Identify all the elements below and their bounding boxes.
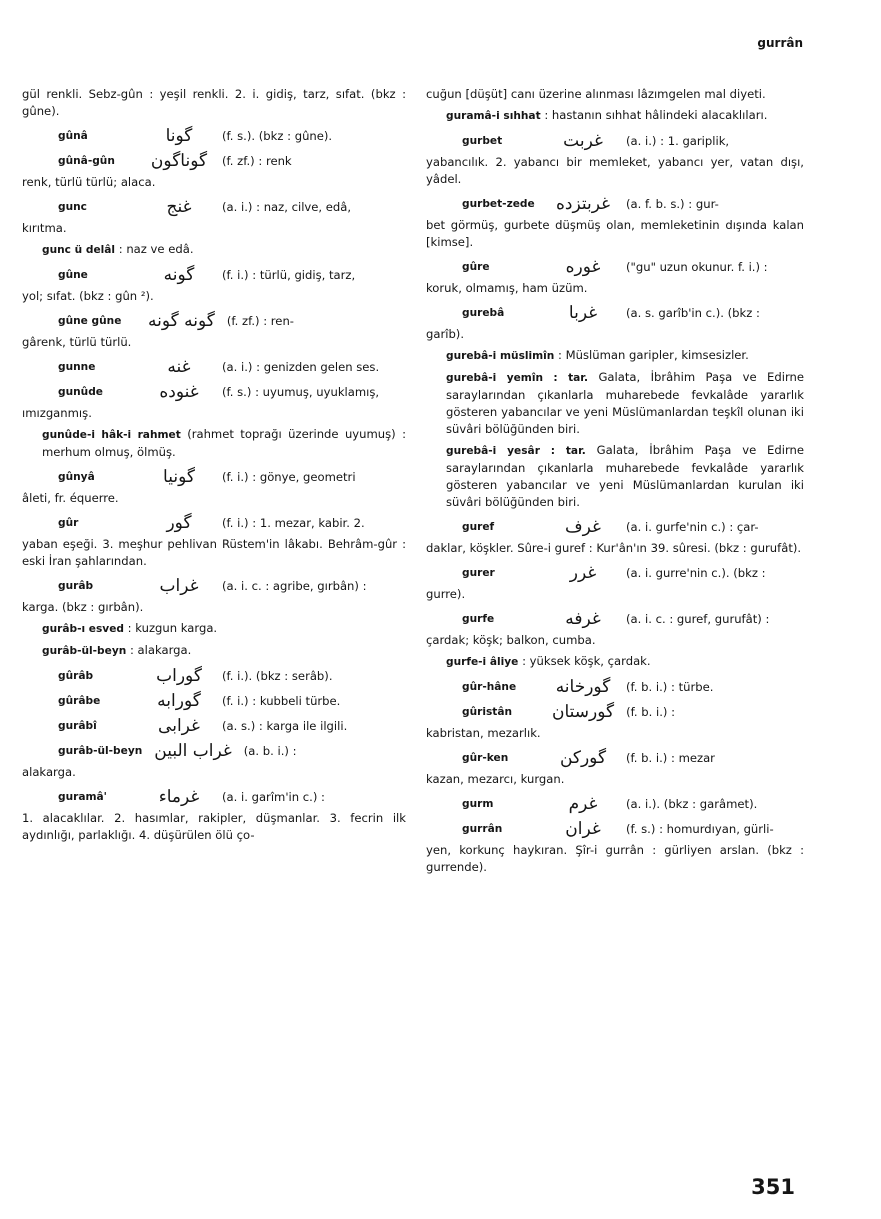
entry-headword: gurrân xyxy=(462,823,503,835)
entry-definition-continued: yol; sıfat. (bkz : gûn ²). xyxy=(22,289,154,303)
entry-arabic-script: گونیا xyxy=(163,467,195,487)
entry-arabic-script: غرفه xyxy=(565,609,601,629)
subentry-headword: gunc ü delâl xyxy=(42,244,116,256)
entry-arabic-script: غوره xyxy=(565,257,601,277)
entry-definition: (a. b. i.) : xyxy=(243,744,297,758)
entry-arabic-script: گونه گونه xyxy=(148,311,215,331)
entry-arabic-script: غرر xyxy=(569,563,597,583)
entry-arabic-script: غربتزده xyxy=(556,194,610,214)
subentry-headword: guramâ-i sıhhat xyxy=(446,110,541,122)
entry-arabic-script: غرف xyxy=(565,517,601,537)
subentry xyxy=(426,107,804,125)
entry-definition: (f. s.) : uyumuş, uyuklamış, xyxy=(222,385,380,399)
entry-arabic-script: غرماء xyxy=(158,787,200,807)
dictionary-entry xyxy=(22,128,406,145)
subentry-headword: gurâb-ül-beyn xyxy=(42,645,127,657)
dictionary-entry xyxy=(426,704,804,742)
subentry xyxy=(22,241,406,259)
entry-arabic-script: گور xyxy=(166,513,192,533)
dictionary-entry xyxy=(426,821,804,876)
entry-definition: (a. i. gurre'nin c.). (bkz : xyxy=(626,566,766,580)
entry-arabic-script: گونه xyxy=(163,265,195,285)
entry-definition-continued: koruk, olmamış, ham üzüm. xyxy=(426,281,588,295)
entry-headword: gurâb-ül-beyn xyxy=(58,745,143,757)
dictionary-entry xyxy=(426,259,804,297)
subentry xyxy=(22,426,406,461)
entry-definition: (f. zf.) : ren- xyxy=(226,314,294,328)
entry-headword: gurbet-zede xyxy=(462,198,535,210)
dictionary-entry xyxy=(22,693,406,710)
dictionary-entry xyxy=(426,196,804,251)
entry-definition: ("gu" uzun okunur. f. i.) : xyxy=(626,260,768,274)
entry-arabic-script: گورابه xyxy=(157,691,201,711)
entry-definition: (a. i.). (bkz : garâmet). xyxy=(626,797,758,811)
page-number: 351 xyxy=(751,1175,795,1199)
entry-definition-continued: renk, türlü türlü; alaca. xyxy=(22,175,156,189)
entry-headword: gûrâb xyxy=(58,670,94,682)
left-column xyxy=(22,86,406,852)
subentry-definition: : hastanın sıhhat hâlindeki alacaklıları. xyxy=(544,108,768,122)
dictionary-entry xyxy=(22,668,406,685)
entry-definition-continued: ımızganmış. xyxy=(22,406,92,420)
dictionary-entry xyxy=(426,611,804,649)
entry-headword: gûr-ken xyxy=(462,752,509,764)
dictionary-entry xyxy=(22,267,406,305)
entry-definition-continued: 1. alacaklılar. 2. hasımlar, rakipler, düşmanlar. 3. fecrin ilk aydınlığı, parlaklığı. 4. düşürülen ölü ço- xyxy=(22,811,406,842)
subentry-definition: : alakarga. xyxy=(129,643,192,657)
entry-arabic-script: گونا xyxy=(165,126,193,146)
subentry-headword: gurfe-i âliye xyxy=(446,656,519,668)
entry-definition: (a. i. garîm'in c.) : xyxy=(222,790,325,804)
entry-definition-continued: yen, korkunç haykıran. Şîr-i gurrân : gürliyen arslan. (bkz : gurrende). xyxy=(426,843,804,874)
entry-headword: gûre xyxy=(462,261,490,273)
subentry xyxy=(426,347,804,365)
subentry-headword: gunûde-i hâk-i rahmet xyxy=(42,429,181,441)
subentry-headword: gurebâ-i müslimîn xyxy=(446,350,555,362)
entry-arabic-script: غنج xyxy=(166,197,192,217)
entry-definition: (a. i. c. : guref, gurufât) : xyxy=(626,612,770,626)
entry-definition: (a. i. c. : agribe, gırbân) : xyxy=(222,579,367,593)
entry-definition-continued: karga. (bkz : gırbân). xyxy=(22,600,144,614)
entry-definition-continued: kazan, mezarcı, kurgan. xyxy=(426,772,565,786)
entry-definition: (f. b. i.) : xyxy=(626,705,676,719)
dictionary-entry xyxy=(22,199,406,237)
entry-definition-continued: bet görmüş, gurbete düşmüş olan, memleketinin dışında kalan [kimse]. xyxy=(426,218,804,249)
entry-definition: (a. s.) : karga ile ilgili. xyxy=(222,719,348,733)
entry-definition: (f. s.) : homurdıyan, gürli- xyxy=(626,822,774,836)
entry-definition-continued: yabancılık. 2. yabancı bir memleket, yabancı yer, vatan dışı, yâdel. xyxy=(426,155,804,186)
continuation-text-body: cuğun [düşüt] canı üzerine alınması lâzımgelen mal diyeti. xyxy=(426,87,766,101)
dictionary-entry xyxy=(22,718,406,735)
entry-definition: (f. i.) : türlü, gidiş, tarz, xyxy=(222,268,356,282)
subentry-headword: gurebâ-i yesâr : tar. xyxy=(446,445,586,457)
entry-headword: gurbet xyxy=(462,135,503,147)
entry-definition-continued: kırıtma. xyxy=(22,221,67,235)
entry-headword: gunc xyxy=(58,201,87,213)
entry-definition: (f. i.) : kubbeli türbe. xyxy=(222,694,341,708)
subentry xyxy=(426,442,804,511)
entry-arabic-script: غنوده xyxy=(159,382,199,402)
entry-definition: (f. s.). (bkz : gûne). xyxy=(222,129,333,143)
subentry-headword: gurebâ-i yemîn : tar. xyxy=(446,372,589,384)
entry-headword: gûrâbe xyxy=(58,695,101,707)
entry-definition: (a. i. gurfe'nin c.) : çar- xyxy=(626,520,759,534)
entry-headword: gûne xyxy=(58,269,88,281)
dictionary-entry xyxy=(22,578,406,616)
entry-arabic-script: گوناگون xyxy=(150,151,208,171)
entry-headword: gurfe xyxy=(462,613,495,625)
entry-definition-continued: daklar, köşkler. Sûre-i guref : Kur'ân'ın 39. sûresi. (bkz : gurufât). xyxy=(426,541,802,555)
entry-definition: (a. i.) : naz, cilve, edâ, xyxy=(222,200,352,214)
subentry-definition: : kuzgun karga. xyxy=(127,621,218,635)
running-head: gurrân xyxy=(757,36,803,50)
entry-arabic-script: گورخانه xyxy=(555,677,611,697)
entry-definition: (f. zf.) : renk xyxy=(222,154,292,168)
dictionary-entry xyxy=(426,305,804,343)
entry-headword: guramâ' xyxy=(58,791,107,803)
entry-definition: (f. b. i.) : türbe. xyxy=(626,680,714,694)
entry-definition: (f. i.) : 1. mezar, kabir. 2. xyxy=(222,516,365,530)
dictionary-entry xyxy=(22,359,406,376)
entry-definition: (f. b. i.) : mezar xyxy=(626,751,715,765)
entry-definition-continued: yaban eşeği. 3. meşhur pehlivan Rüstem'in lâkabı. Behrâm-gûr : eski İran şahlarından. xyxy=(22,537,406,568)
subentry xyxy=(22,642,406,660)
entry-arabic-script: غرم xyxy=(568,794,598,814)
entry-definition-continued: gârenk, türlü türlü. xyxy=(22,335,132,349)
entry-arabic-script: گورستان xyxy=(552,702,615,722)
entry-headword: gurâbî xyxy=(58,720,97,732)
subentry xyxy=(426,369,804,438)
entry-definition: (a. i.) : genizden gelen ses. xyxy=(222,360,380,374)
subentry-definition: (rahmet toprağı üzerinde uyumuş) : merhum olmuş, ölmüş. xyxy=(42,427,407,459)
entry-definition: (f. i.) : gönye, geometri xyxy=(222,470,356,484)
dictionary-entry xyxy=(22,384,406,422)
entry-arabic-script: گوراب xyxy=(156,666,202,686)
entry-definition-continued: kabristan, mezarlık. xyxy=(426,726,541,740)
entry-headword: gurebâ xyxy=(462,307,505,319)
entry-arabic-script: گورکن xyxy=(559,748,607,768)
entry-headword: gûne gûne xyxy=(58,315,122,327)
entry-headword: gurm xyxy=(462,798,494,810)
subentry-definition: Galata, İbrâhim Paşa ve Edirne saraylarından çıkanlarla muharebede fevkalâde yararlık gösteren yabancılar ve yeni Müslümanlardan kurulan iki süvâri bölüğünden biri. xyxy=(446,443,804,509)
entry-arabic-script: غرابی xyxy=(158,716,200,736)
entry-headword: gûnâ-gûn xyxy=(58,155,115,167)
subentry-headword: gurâb-ı esved xyxy=(42,623,124,635)
dictionary-entry xyxy=(22,743,406,781)
entry-definition-continued: gurre). xyxy=(426,587,466,601)
subentry xyxy=(426,653,804,671)
dictionary-entry xyxy=(426,565,804,603)
dictionary-entry xyxy=(426,519,804,557)
dictionary-entry xyxy=(426,679,804,696)
dictionary-entry xyxy=(22,313,406,351)
continuation-text xyxy=(426,86,804,103)
entry-arabic-script: غربت xyxy=(563,131,603,151)
entry-definition-continued: çardak; köşk; balkon, cumba. xyxy=(426,633,596,647)
dictionary-entry xyxy=(22,515,406,570)
entry-headword: gûnâ xyxy=(58,130,88,142)
subentry xyxy=(22,620,406,638)
dictionary-entry xyxy=(22,153,406,191)
subentry-definition: : naz ve edâ. xyxy=(118,242,194,256)
entry-headword: gûr xyxy=(58,517,79,529)
entry-arabic-script: غران xyxy=(565,819,601,839)
entry-definition: (a. s. garîb'in c.). (bkz : xyxy=(626,306,760,320)
entry-headword: gurâb xyxy=(58,580,94,592)
entry-arabic-script: غراب البين xyxy=(154,741,232,761)
continuation-text-body: gül renkli. Sebz-gûn : yeşil renkli. 2. i. gidiş, tarz, sıfat. (bkz : gûne). xyxy=(22,87,406,118)
entry-headword: gunûde xyxy=(58,386,103,398)
entry-definition: (f. i.). (bkz : serâb). xyxy=(222,669,333,683)
entry-headword: gûr-hâne xyxy=(462,681,517,693)
subentry-definition: : yüksek köşk, çardak. xyxy=(522,654,651,668)
entry-headword: gûnyâ xyxy=(58,471,95,483)
entry-definition-continued: alakarga. xyxy=(22,765,76,779)
entry-headword: gurer xyxy=(462,567,495,579)
entry-definition-continued: garîb). xyxy=(426,327,465,341)
subentry-definition: : Müslüman garipler, kimsesizler. xyxy=(558,348,749,362)
dictionary-entry xyxy=(426,750,804,788)
dictionary-entry xyxy=(426,796,804,813)
subentry-definition: Galata, İbrâhim Paşa ve Edirne saraylarından çıkanlarla muharebede fevkalâde yararlık gösteren yabancılar ve yeni Müslümanlardan teşkîl olunan iki süvâri bölüğünden biri. xyxy=(446,370,805,436)
dictionary-entry xyxy=(22,469,406,507)
entry-definition-continued: âleti, fr. équerre. xyxy=(22,491,119,505)
dictionary-entry xyxy=(22,789,406,844)
entry-arabic-script: غراب xyxy=(159,576,199,596)
entry-headword: guref xyxy=(462,521,495,533)
continuation-text xyxy=(22,86,406,120)
entry-headword: gunne xyxy=(58,361,96,373)
right-column xyxy=(426,86,804,884)
entry-arabic-script: غنه xyxy=(167,357,191,377)
entry-definition: (a. i.) : 1. gariplik, xyxy=(626,134,730,148)
dictionary-entry xyxy=(426,133,804,188)
entry-headword: gûristân xyxy=(462,706,513,718)
entry-definition: (a. f. b. s.) : gur- xyxy=(626,197,719,211)
entry-arabic-script: غربا xyxy=(568,303,598,323)
